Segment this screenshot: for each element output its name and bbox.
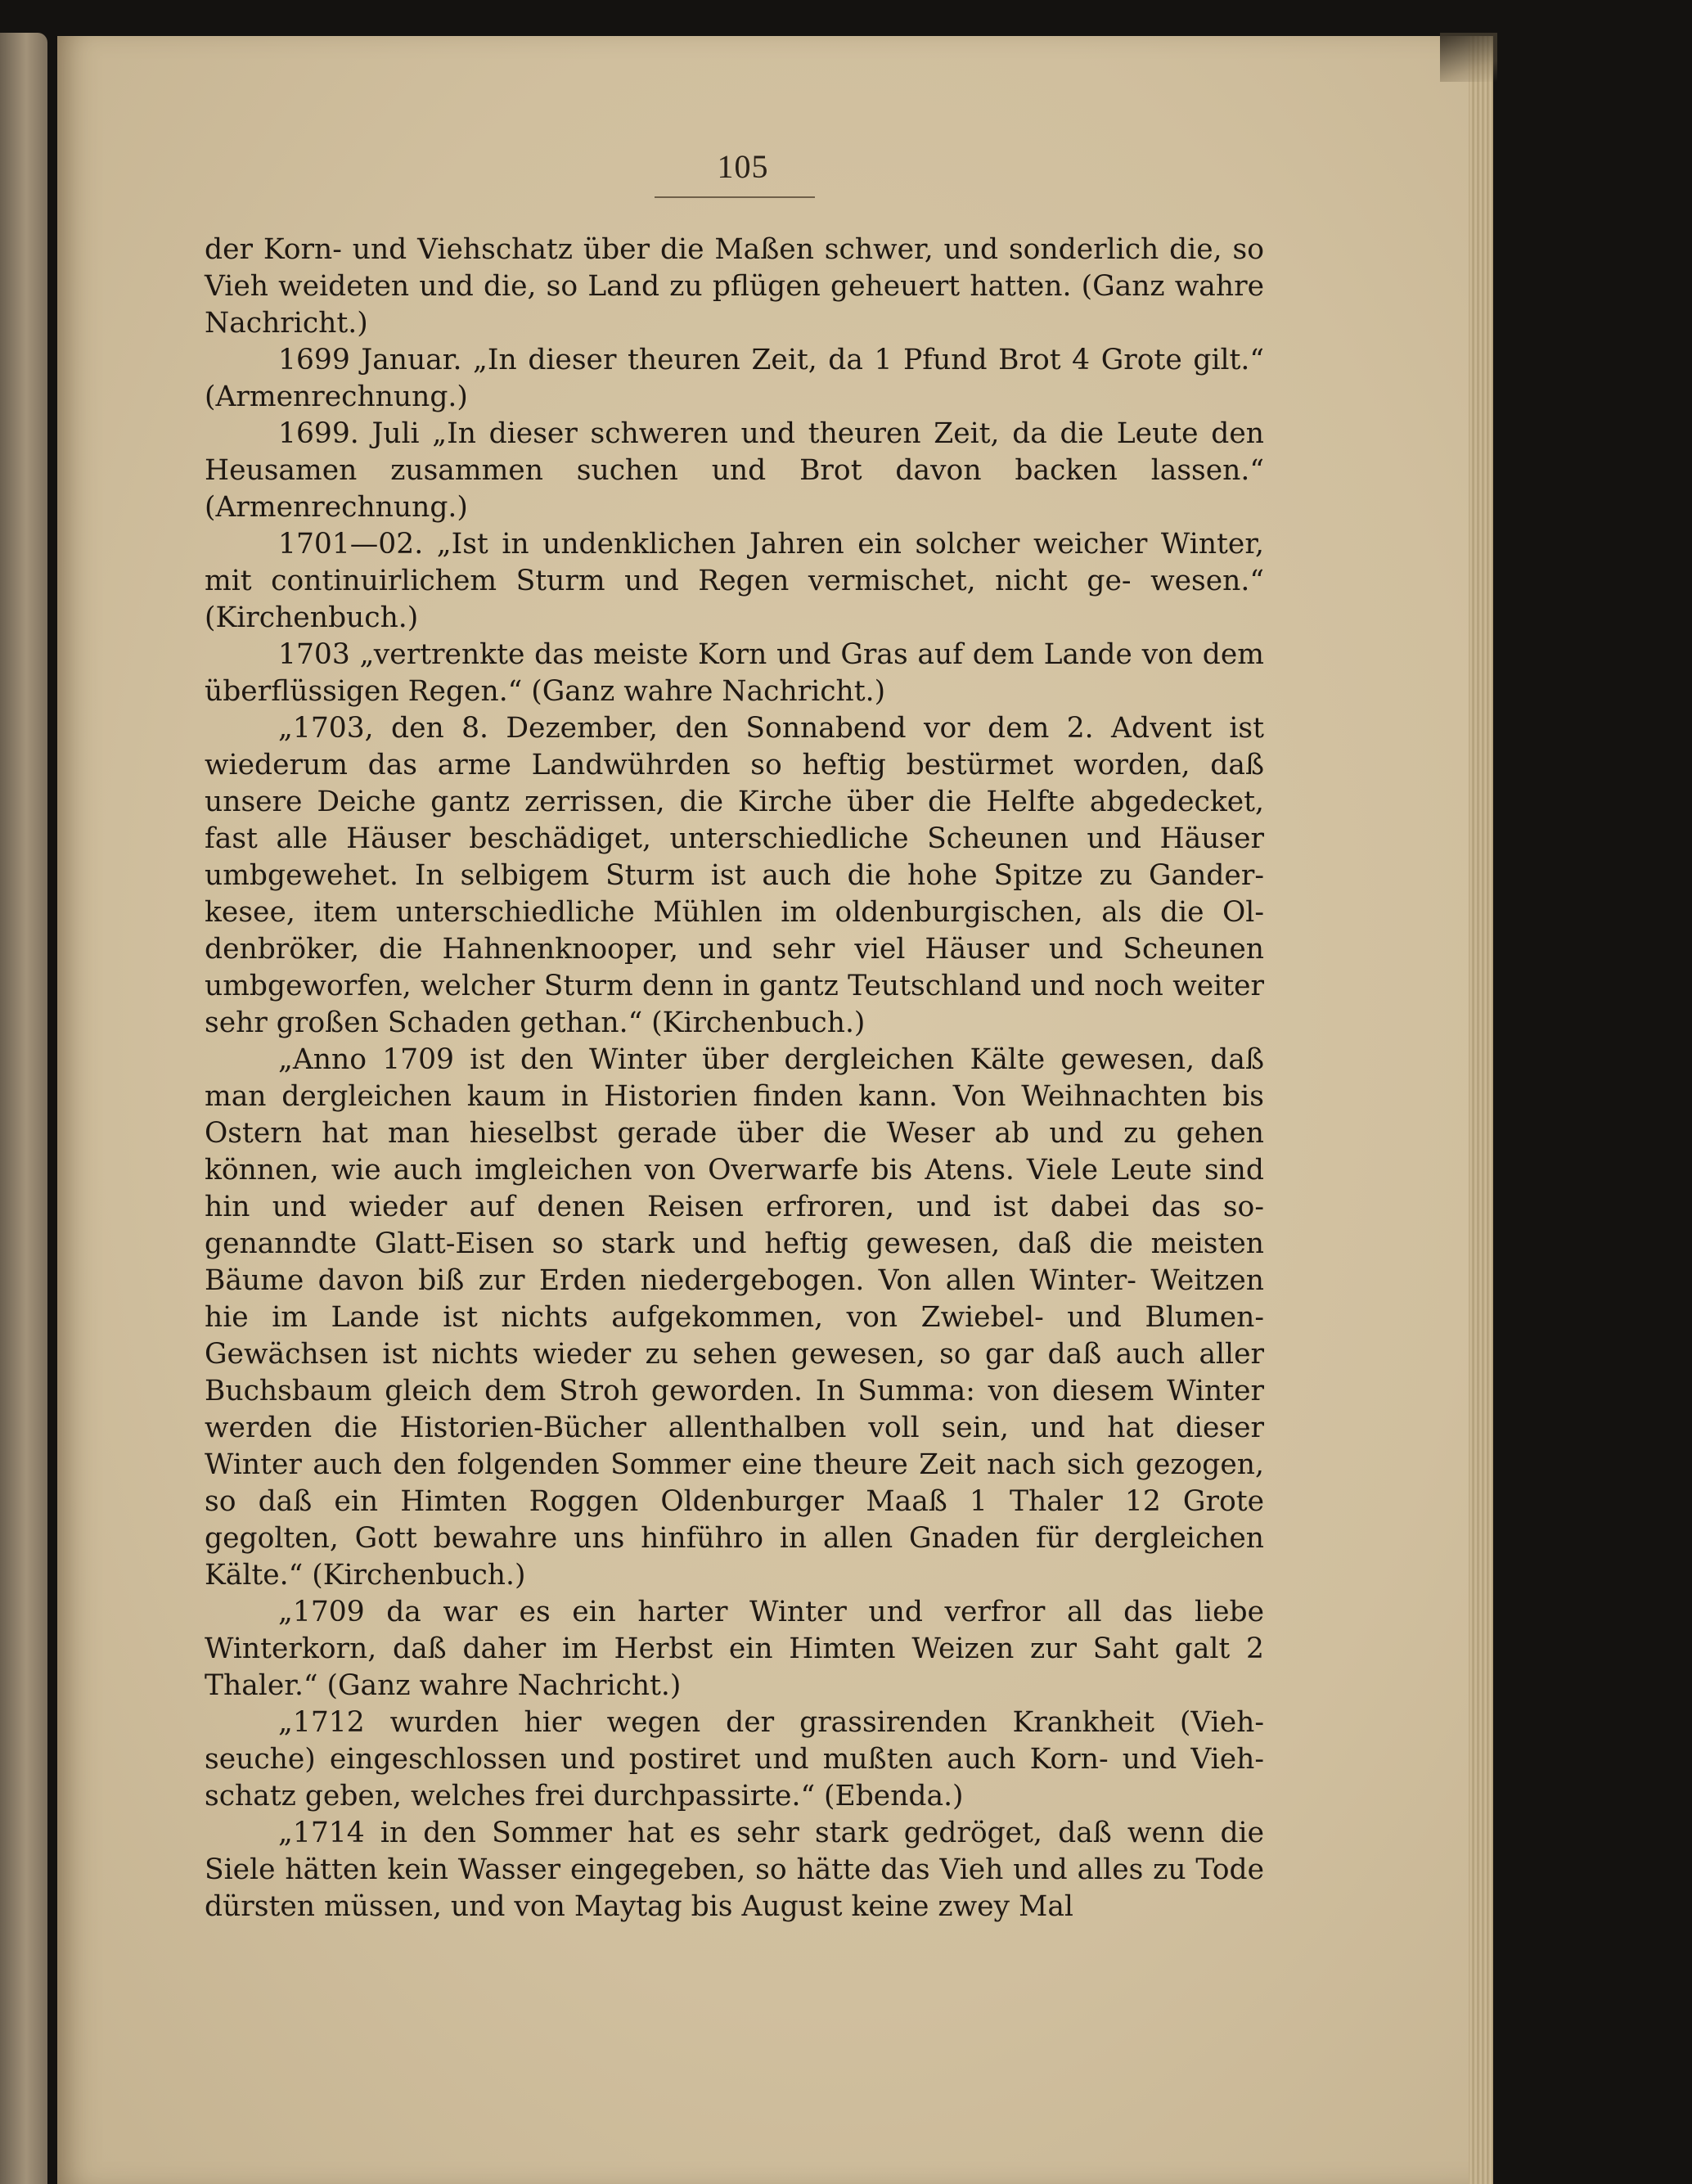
paragraph: 1699 Januar. „In dieser theuren Zeit, da 1 Pfund Brot 4 Grote gilt.“ (Armenrechnung.) — [205, 344, 1264, 413]
paragraph: „1714 in den Sommer hat es sehr stark gedröget, daß wenn die Siele hätten kein Wasser eingegeben, so hätte das Vieh und alles zu Tode dürsten müssen, und von Maytag bis August keine zwey Mal — [205, 1817, 1264, 1923]
paragraph: 1699. Juli „In dieser schweren und theuren Zeit, da die Leute den Heusamen zusammen suchen und Brot davon backen lassen.“ (Armenrechnung.) — [205, 417, 1264, 524]
paragraph: „1712 wurden hier wegen der grassirenden Krankheit (Vieh- seuche) eingeschlossen und postiret und mußten auch Korn- und Vieh- schatz geben, welches frei durchpassirte.“ (Ebenda.) — [205, 1706, 1264, 1812]
paragraph: „1703, den 8. Dezember, den Sonnabend vor dem 2. Advent ist wiederum das arme Landwührden so heftig bestürmet worden, daß unsere Deiche gantz zerrissen, die Kirche über die Helfte abgedecket, fast alle Häuser beschädiget, unterschiedliche Scheunen und Häuser umbgewehet. In selbigem Sturm ist auch die hohe Spitze zu Gander- kesee, item unterschiedliche Mühlen im oldenburgischen, als die Ol- denbröker, die Hahnenknooper, und sehr viel Häuser und Scheunen umbgeworfen, welcher Sturm denn in gantz Teutschland und noch weiter sehr großen Schaden gethan.“ (Kirchenbuch.) — [205, 712, 1264, 1039]
body-text — [205, 232, 1264, 1925]
page-number-rule — [655, 196, 815, 198]
page-corner-shadow — [1440, 33, 1497, 82]
paragraph: der Korn- und Viehschatz über die Maßen schwer, und sonderlich die, so Vieh weideten und die, so Land zu pflügen geheuert hatten. (Ganz wahre Nachricht.) — [205, 233, 1264, 340]
page-stack-edge — [1469, 36, 1493, 2184]
previous-page-edge — [0, 33, 47, 2184]
paragraph: „Anno 1709 ist den Winter über dergleichen Kälte gewesen, daß man dergleichen kaum in Historien finden kann. Von Weihnachten bis Ostern hat man hieselbst gerade über die Weser ab und zu gehen können, wie auch imgleichen von Overwarfe bis Atens. Viele Leute sind hin und wieder auf denen Reisen erfroren, und ist dabei das so- genanndte Glatt-Eisen so stark und heftig gewesen, daß die meisten Bäume davon biß zur Erden niedergebogen. Von allen Winter- Weitzen hie im Lande ist nichts aufgekommen, von Zwiebel- und Blumen-Gewächsen ist nichts wieder zu sehen gewesen, so gar daß auch aller Buchsbaum gleich dem Stroh geworden. In Summa: von diesem Winter werden die Historien-Bücher allenthalben voll sein, und hat dieser Winter auch den folgenden Sommer eine theure Zeit nach sich gezogen, so daß ein Himten Roggen Oldenburger Maaß 1 Thaler 12 Grote gegolten, Gott bewahre uns hinführo in allen Gnaden für dergleichen Kälte.“ (Kirchenbuch.) — [205, 1043, 1264, 1592]
paragraph: 1703 „vertrenkte das meiste Korn und Gras auf dem Lande von dem überflüssigen Regen.“ (Ganz wahre Nachricht.) — [205, 638, 1264, 708]
paragraph: „1709 da war es ein harter Winter und verfror all das liebe Winterkorn, daß daher im Herbst ein Himten Weizen zur Saht galt 2 Thaler.“ (Ganz wahre Nachricht.) — [205, 1596, 1264, 1702]
page-number: 105 — [717, 148, 769, 185]
paragraph: 1701—02. „Ist in undenklichen Jahren ein solcher weicher Winter, mit continuirlichem Sturm und Regen vermischet, nicht ge- wesen.“ (Kirchenbuch.) — [205, 528, 1264, 634]
